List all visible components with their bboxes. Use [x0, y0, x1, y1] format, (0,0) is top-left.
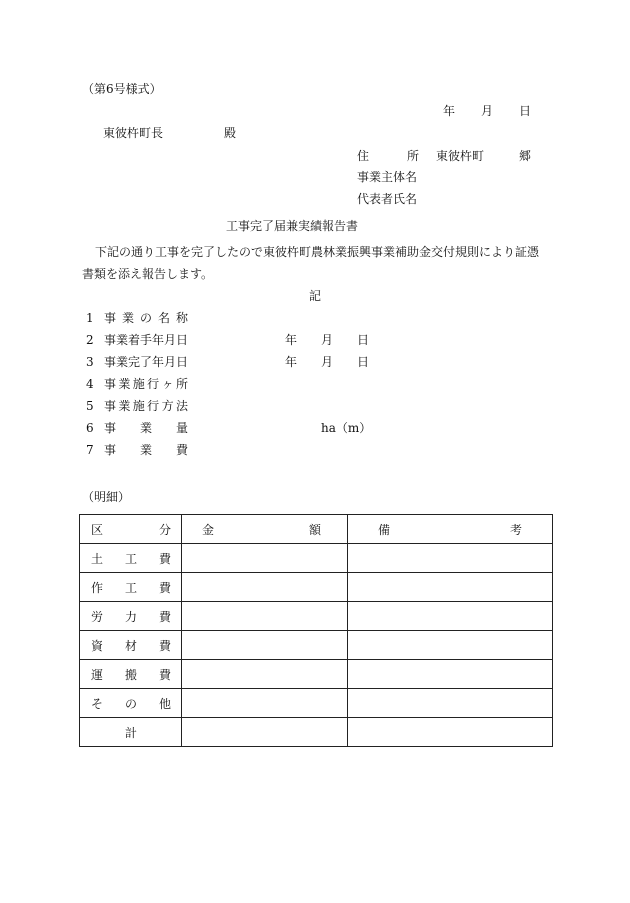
category-cell: [80, 544, 182, 573]
amount-cell: [182, 631, 348, 660]
item-label-char: 所: [175, 377, 188, 391]
address-suffix: 郷: [519, 149, 532, 163]
total-remarks-cell: [348, 718, 553, 747]
total-label-cell: [80, 718, 182, 747]
item-label-char: 事: [104, 421, 117, 435]
amount-cell: [182, 660, 348, 689]
category-char: 費: [158, 551, 171, 566]
item-label: 事業完了年月日: [104, 355, 189, 369]
category-char: 工: [124, 580, 137, 595]
remarks-cell: [348, 631, 553, 660]
category-char: 費: [158, 609, 171, 624]
item-label-char: 行: [147, 377, 160, 391]
item-number: 2: [86, 333, 94, 347]
category-cell: [80, 660, 182, 689]
item-label-char: 量: [175, 421, 188, 435]
category-char: 力: [124, 609, 137, 624]
item-date-blank: [285, 355, 369, 369]
remarks-cell: [348, 689, 553, 718]
item-date-month: 月: [320, 355, 333, 369]
item-label-char: 方: [161, 399, 174, 413]
item-label-char: ヶ: [161, 377, 174, 391]
category-char: 材: [124, 638, 137, 653]
header-char: 分: [158, 522, 171, 537]
item-label-char: 事: [104, 311, 117, 325]
item-date-year: 年: [285, 333, 298, 347]
address-label-char: 住: [357, 149, 370, 163]
date-month-label: 月: [480, 104, 493, 118]
category-char: 費: [158, 638, 171, 653]
category-char: そ: [91, 696, 104, 711]
item-label: [104, 377, 188, 391]
item-label-char: の: [139, 311, 152, 325]
header-char: 額: [308, 522, 321, 537]
body-line-1: 下記の通り工事を完了したので東彼杵町農林業振興事業補助金交付規則により証憑: [95, 245, 540, 259]
item-label: [104, 421, 188, 435]
item-number: 4: [86, 377, 94, 391]
category-char: 土: [91, 551, 104, 566]
table-row: [80, 544, 553, 573]
item-date-month: 月: [320, 333, 333, 347]
category-char: 搬: [124, 667, 137, 682]
item-label-char: 業: [139, 443, 152, 457]
header-cell-category: [80, 515, 182, 544]
item-date-year: 年: [285, 355, 298, 369]
category-char: 他: [158, 696, 171, 711]
item-label-char: 業: [118, 399, 131, 413]
item-label-char: 名: [157, 311, 170, 325]
category-char: 費: [158, 580, 171, 595]
category-char: 費: [158, 667, 171, 682]
item-label: [104, 399, 188, 413]
category-char: 工: [124, 551, 137, 566]
header-cell-amount: [182, 515, 348, 544]
category-char: 作: [91, 580, 104, 595]
category-cell: [80, 631, 182, 660]
detail-heading: （明細）: [82, 490, 131, 504]
address-label-char: 所: [406, 149, 419, 163]
item-label-char: 行: [147, 399, 160, 413]
category-char: 資: [91, 638, 104, 653]
remarks-cell: [348, 660, 553, 689]
header-cell-remarks: [348, 515, 553, 544]
item-number: 3: [86, 355, 94, 369]
entity-label: 事業主体名: [357, 170, 418, 184]
detail-table: [79, 514, 553, 747]
table-header-row: [80, 515, 553, 544]
remarks-cell: [348, 573, 553, 602]
item-label-char: 称: [175, 311, 188, 325]
item-label-char: 事: [104, 399, 117, 413]
address-label: [357, 149, 419, 163]
category-char: 運: [91, 667, 104, 682]
representative-label: 代表者氏名: [357, 192, 418, 206]
total-label: 計: [124, 725, 137, 740]
item-number: 6: [86, 421, 94, 435]
item-date-day: 日: [356, 355, 369, 369]
header-char: 備: [378, 522, 391, 537]
item-label-char: 施: [132, 399, 145, 413]
date-year-label: 年: [443, 104, 456, 118]
table-row: [80, 573, 553, 602]
header-char: 区: [91, 522, 104, 537]
amount-cell: [182, 573, 348, 602]
item-label: [104, 443, 188, 457]
table-row: [80, 660, 553, 689]
item-label-char: 施: [132, 377, 145, 391]
ki-heading: 記: [309, 289, 322, 303]
item-label-char: 事: [104, 443, 117, 457]
table-total-row: [80, 718, 553, 747]
total-amount-cell: [182, 718, 348, 747]
remarks-cell: [348, 544, 553, 573]
amount-cell: [182, 544, 348, 573]
item-label-char: 業: [118, 377, 131, 391]
remarks-cell: [348, 602, 553, 631]
header-char: 金: [202, 522, 215, 537]
date-line: [443, 104, 531, 118]
category-cell: [80, 689, 182, 718]
header-char: 考: [509, 522, 522, 537]
item-unit: ha（m）: [321, 421, 372, 435]
item-label-char: 事: [104, 377, 117, 391]
item-date-blank: [285, 333, 369, 347]
item-label-char: 法: [175, 399, 188, 413]
table-row: [80, 631, 553, 660]
body-line-2: 書類を添え報告します。: [82, 267, 214, 281]
item-number: 5: [86, 399, 94, 413]
form-number: （第6号様式）: [82, 82, 162, 96]
amount-cell: [182, 602, 348, 631]
category-cell: [80, 602, 182, 631]
category-cell: [80, 573, 182, 602]
item-label-char: 業: [139, 421, 152, 435]
address-value: 東彼杵町: [436, 149, 485, 163]
addressee-name: 東彼杵町長: [103, 126, 164, 140]
date-day-label: 日: [518, 104, 531, 118]
item-date-day: 日: [356, 333, 369, 347]
item-number: 7: [86, 443, 94, 457]
category-char: の: [124, 696, 137, 711]
item-label: 事業着手年月日: [104, 333, 189, 347]
amount-cell: [182, 689, 348, 718]
item-label: [104, 311, 188, 325]
category-char: 労: [91, 609, 104, 624]
item-number: 1: [86, 311, 94, 325]
table-row: [80, 689, 553, 718]
document-title: 工事完了届兼実績報告書: [226, 219, 359, 233]
addressee-honorific: 殿: [224, 126, 237, 140]
item-label-char: 業: [121, 311, 134, 325]
item-label-char: 費: [175, 443, 188, 457]
table-row: [80, 602, 553, 631]
